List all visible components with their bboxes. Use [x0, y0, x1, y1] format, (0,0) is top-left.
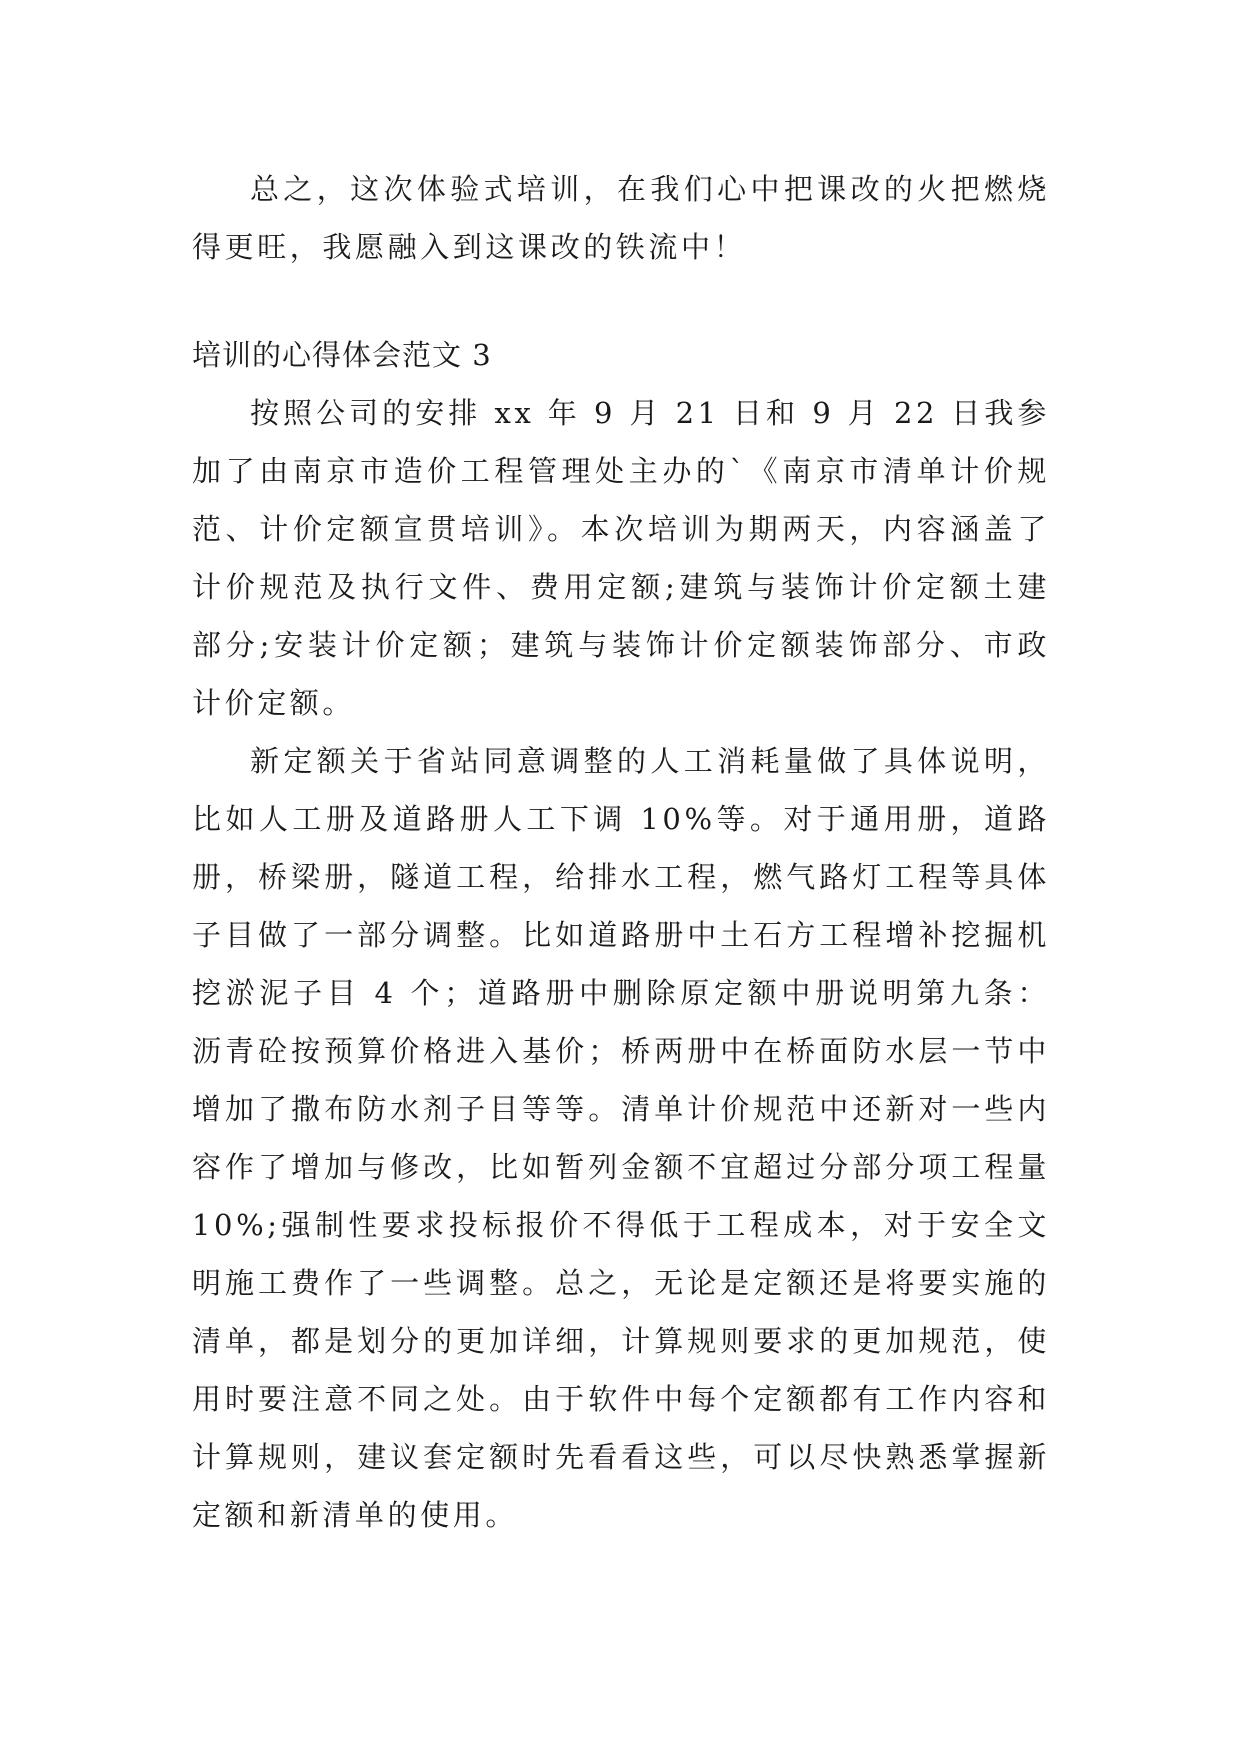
- document-body: [192, 160, 1050, 1544]
- section-title: 培训的心得体会范文 3: [192, 338, 492, 372]
- intro-paragraph: 总之，这次体验式培训，在我们心中把课改的火把燃烧得更旺，我愿融入到这课改的铁流中！: [192, 172, 1050, 264]
- paragraph-quota-adjustments: 新定额关于省站同意调整的人工消耗量做了具体说明，比如人工册及道路册人工下调 10%等。对于通用册，道路册，桥梁册，隧道工程，给排水工程，燃气路灯工程等具体子目做了一部分调整。比如道路册中土石方工程增补挖掘机挖淤泥子目 4 个；道路册中删除原定额中册说明第九条：沥青砼按预算价格进入基价；桥两册中在桥面防水层一节中增加了撒布防水剂子目等等。清单计价规范中还新对一些内容作了增加与修改，比如暂列金额不宜超过分部分项工程量 10%;强制性要求投标报价不得低于工程成本，对于安全文明施工费作了一些调整。总之，无论是定额还是将要实施的清单，都是划分的更加详细，计算规则要求的更加规范，使用时要注意不同之处。由于软件中每个定额都有工作内容和计算规则，建议套定额时先看看这些，可以尽快熟悉掌握新定额和新清单的使用。: [192, 744, 1050, 1532]
- paragraph-training-arrangement: 按照公司的安排 xx 年 9 月 21 日和 9 月 22 日我参加了由南京市造价工程管理处主办的`《南京市清单计价规范、计价定额宣贯培训》。本次培训为期两天，内容涵盖了计价规范及执行文件、费用定额;建筑与装饰计价定额土建部分;安装计价定额；建筑与装饰计价定额装饰部分、市政计价定额。: [192, 396, 1050, 720]
